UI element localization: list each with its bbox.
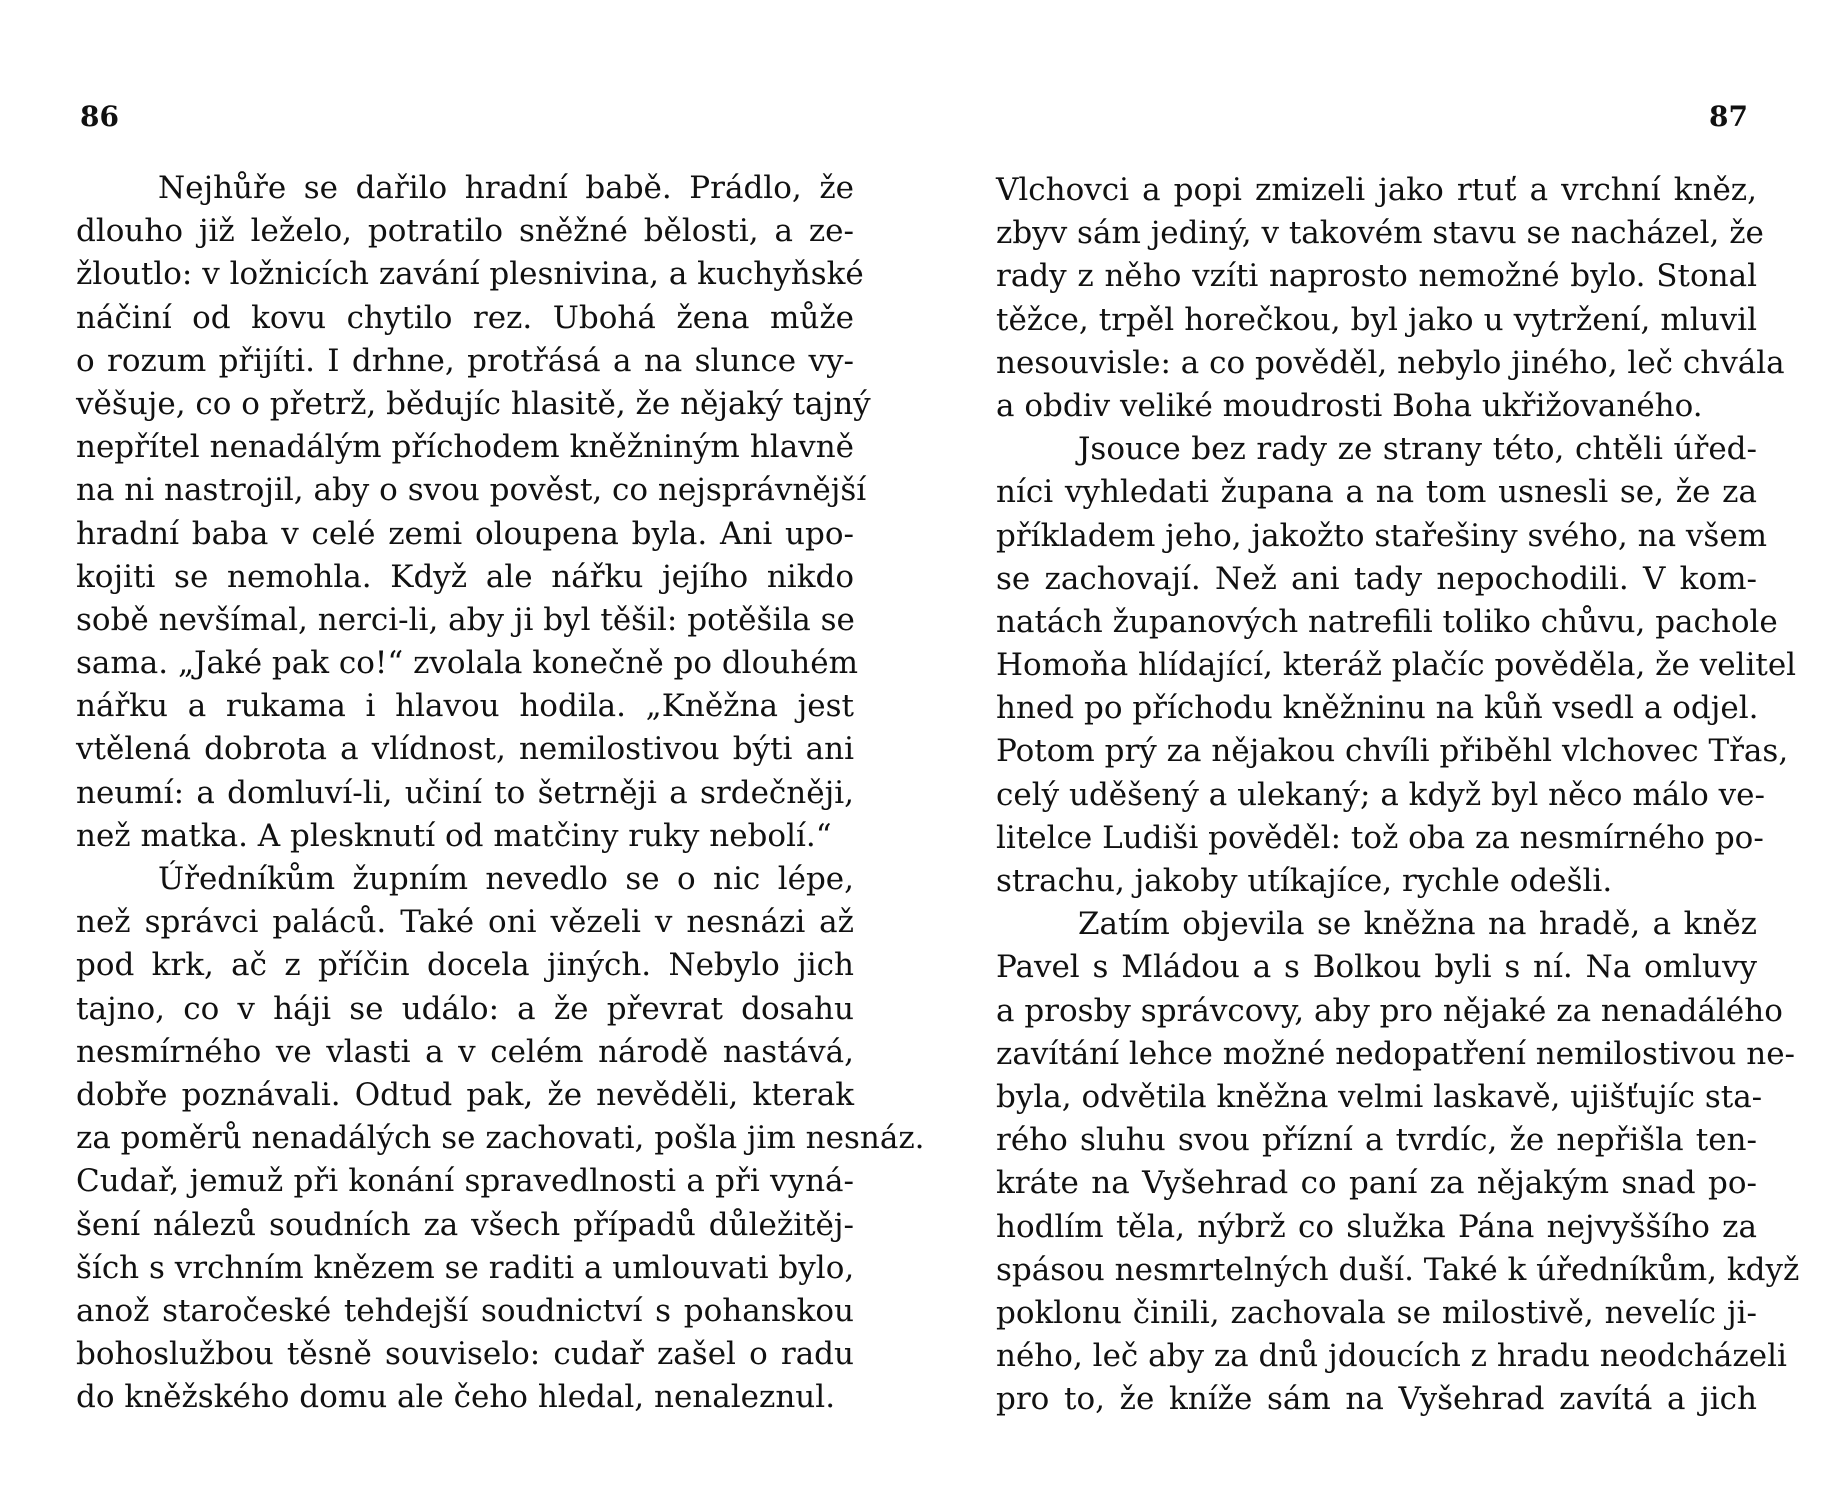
text-line: se zachovají. Než ani tady nepochodili. V kom- [996, 560, 1757, 597]
text-line: Cudař, jemuž při konání spravedlnosti a při vyná- [76, 1163, 854, 1200]
text-line: bohoslužbou těsně souviselo: cudař zašel o radu [76, 1336, 854, 1373]
text-line: dlouho již leželo, potratilo sněžné bělosti, a ze- [76, 213, 854, 250]
text-line: rého sluhu svou přízní a tvrdíc, že nepřišla ten- [996, 1122, 1757, 1159]
text-line: vtělená dobrota a vlídnost, nemilostivou býti ani [76, 731, 854, 768]
text-line: rady z něho vzíti naprosto nemožné bylo. Stonal [996, 258, 1757, 295]
text-line: natách županových natrefili toliko chůvu, pachole [996, 603, 1778, 640]
text-line: tajno, co v háji se událo: a že převrat dosahu [76, 990, 854, 1027]
text-line: do kněžského domu ale čeho hledal, nenaleznul. [76, 1379, 836, 1416]
left-page-text [76, 167, 925, 1419]
text-line: ších s vrchním knězem se raditi a umlouvati bylo, [76, 1249, 855, 1286]
text-line: než matka. A plesknutí od matčiny ruky nebolí.“ [76, 817, 832, 854]
text-line: pro to, že kníže sám na Vyšehrad zavítá a jich [996, 1381, 1757, 1418]
text-line: nepřítel nenadálým příchodem kněžniným hlavně [76, 429, 854, 466]
text-line: spásou nesmrtelných duší. Také k úředníkům, když [996, 1251, 1800, 1288]
text-line: ného, leč aby za dnů jdoucích z hradu neodcházeli [996, 1338, 1787, 1375]
text-line: sama. „Jaké pak co!“ zvolala konečně po dlouhém [76, 645, 858, 682]
text-line: hodlím těla, nýbrž co služka Pána nejvyššího za [996, 1208, 1757, 1245]
text-line: o rozum přijíti. I drhne, protřásá a na slunce vy- [76, 342, 854, 379]
text-line: náčiní od kovu chytilo rez. Ubohá žena může [76, 299, 854, 336]
text-line: Potom prý za nějakou chvíli přiběhl vlchovec Třas, [996, 733, 1789, 770]
text-line: na ni nastrojil, aby o svou pověst, co nejsprávnější [76, 472, 867, 509]
text-line: pod krk, ač z příčin docela jiných. Nebylo jich [76, 947, 854, 984]
text-line: Zatím objevila se kněžna na hradě, a kněz [1078, 906, 1757, 943]
text-line: nesmírného ve vlasti a v celém národě nastává, [76, 1033, 854, 1070]
right-page-number: 87 [1709, 100, 1748, 133]
text-line: kojiti se nemohla. Když ale nářku jejího nikdo [76, 558, 854, 595]
text-line: nářku a rukama i hlavou hodila. „Kněžna jest [76, 688, 854, 725]
left-page-number: 86 [80, 100, 119, 133]
text-line: sobě nevšímal, nerci-li, aby ji byl těšil: potěšila se [76, 601, 855, 638]
text-line: za poměrů nenadálých se zachovati, pošla jim nesnáz. [76, 1120, 925, 1157]
text-line: zbyv sám jediný, v takovém stavu se nacházel, že [996, 215, 1764, 252]
text-line: a obdiv veliké moudrosti Boha ukřižovaného. [996, 387, 1703, 424]
text-line: strachu, jakoby utíkajíce, rychle odešli. [996, 863, 1613, 899]
text-line: Úředníkům župním nevedlo se o nic lépe, [158, 861, 854, 897]
text-line: níci vyhledati župana a na tom usnesli se, že za [996, 474, 1757, 511]
text-line: Jsouce bez rady ze strany této, chtěli úřed- [1078, 431, 1757, 468]
text-line: neumí: a domluví-li, učiní to šetrněji a srdečněji, [76, 774, 854, 811]
text-line: litelce Ludiši pověděl: tož oba za nesmírného po- [996, 819, 1764, 856]
text-line: byla, odvětila kněžna velmi laskavě, ujišťujíc sta- [996, 1078, 1763, 1115]
text-line: Nejhůře se dařilo hradní babě. Prádlo, že [158, 170, 854, 206]
text-line: hradní baba v celé zemi oloupena byla. Ani upo- [76, 515, 854, 552]
text-line: Pavel s Mládou a s Bolkou byli s ní. Na omluvy [996, 949, 1757, 986]
text-line: dobře poznávali. Odtud pak, že nevěděli, kterak [76, 1076, 854, 1113]
right-page-text [996, 169, 1800, 1421]
text-line: než správci paláců. Také oni vězeli v nesnázi až [76, 904, 854, 941]
text-line: kráte na Vyšehrad co paní za nějakým snad po- [996, 1165, 1757, 1202]
text-line: těžce, trpěl horečkou, byl jako u vytržení, mluvil [996, 301, 1757, 338]
text-line: Homoňa hlídající, kteráž plačíc pověděla, že velitel [996, 647, 1797, 684]
text-line: příkladem jeho, jakožto stařešiny svého, na všem [996, 517, 1768, 554]
text-line: hned po příchodu kněžninu na kůň vsedl a odjel. [996, 690, 1759, 727]
text-line: zavítání lehce možné nedopatření nemilostivou ne- [996, 1035, 1796, 1072]
text-line: celý uděšený a ulekaný; a když byl něco málo ve- [996, 776, 1765, 813]
text-line: Vlchovci a popi zmizeli jako rtuť a vrchní kněz, [996, 172, 1757, 208]
text-line: šení nálezů soudních za všech případů důležitěj- [76, 1206, 854, 1243]
text-line: a prosby správcovy, aby pro nějaké za nenadálého [996, 992, 1783, 1029]
text-line: anož staročeské tehdejší soudnictví s pohanskou [76, 1292, 854, 1329]
text-line: poklonu činili, zachovala se milostivě, nevelíc ji- [996, 1294, 1757, 1331]
text-line: žloutlo: v ložnicích zavání plesnivina, a kuchyňské [76, 256, 864, 293]
text-line: nesouvisle: a co pověděl, nebylo jiného, leč chvála [996, 344, 1785, 381]
text-line: věšuje, co o přetrž, bědujíc hlasitě, že nějaký tajný [76, 385, 871, 422]
